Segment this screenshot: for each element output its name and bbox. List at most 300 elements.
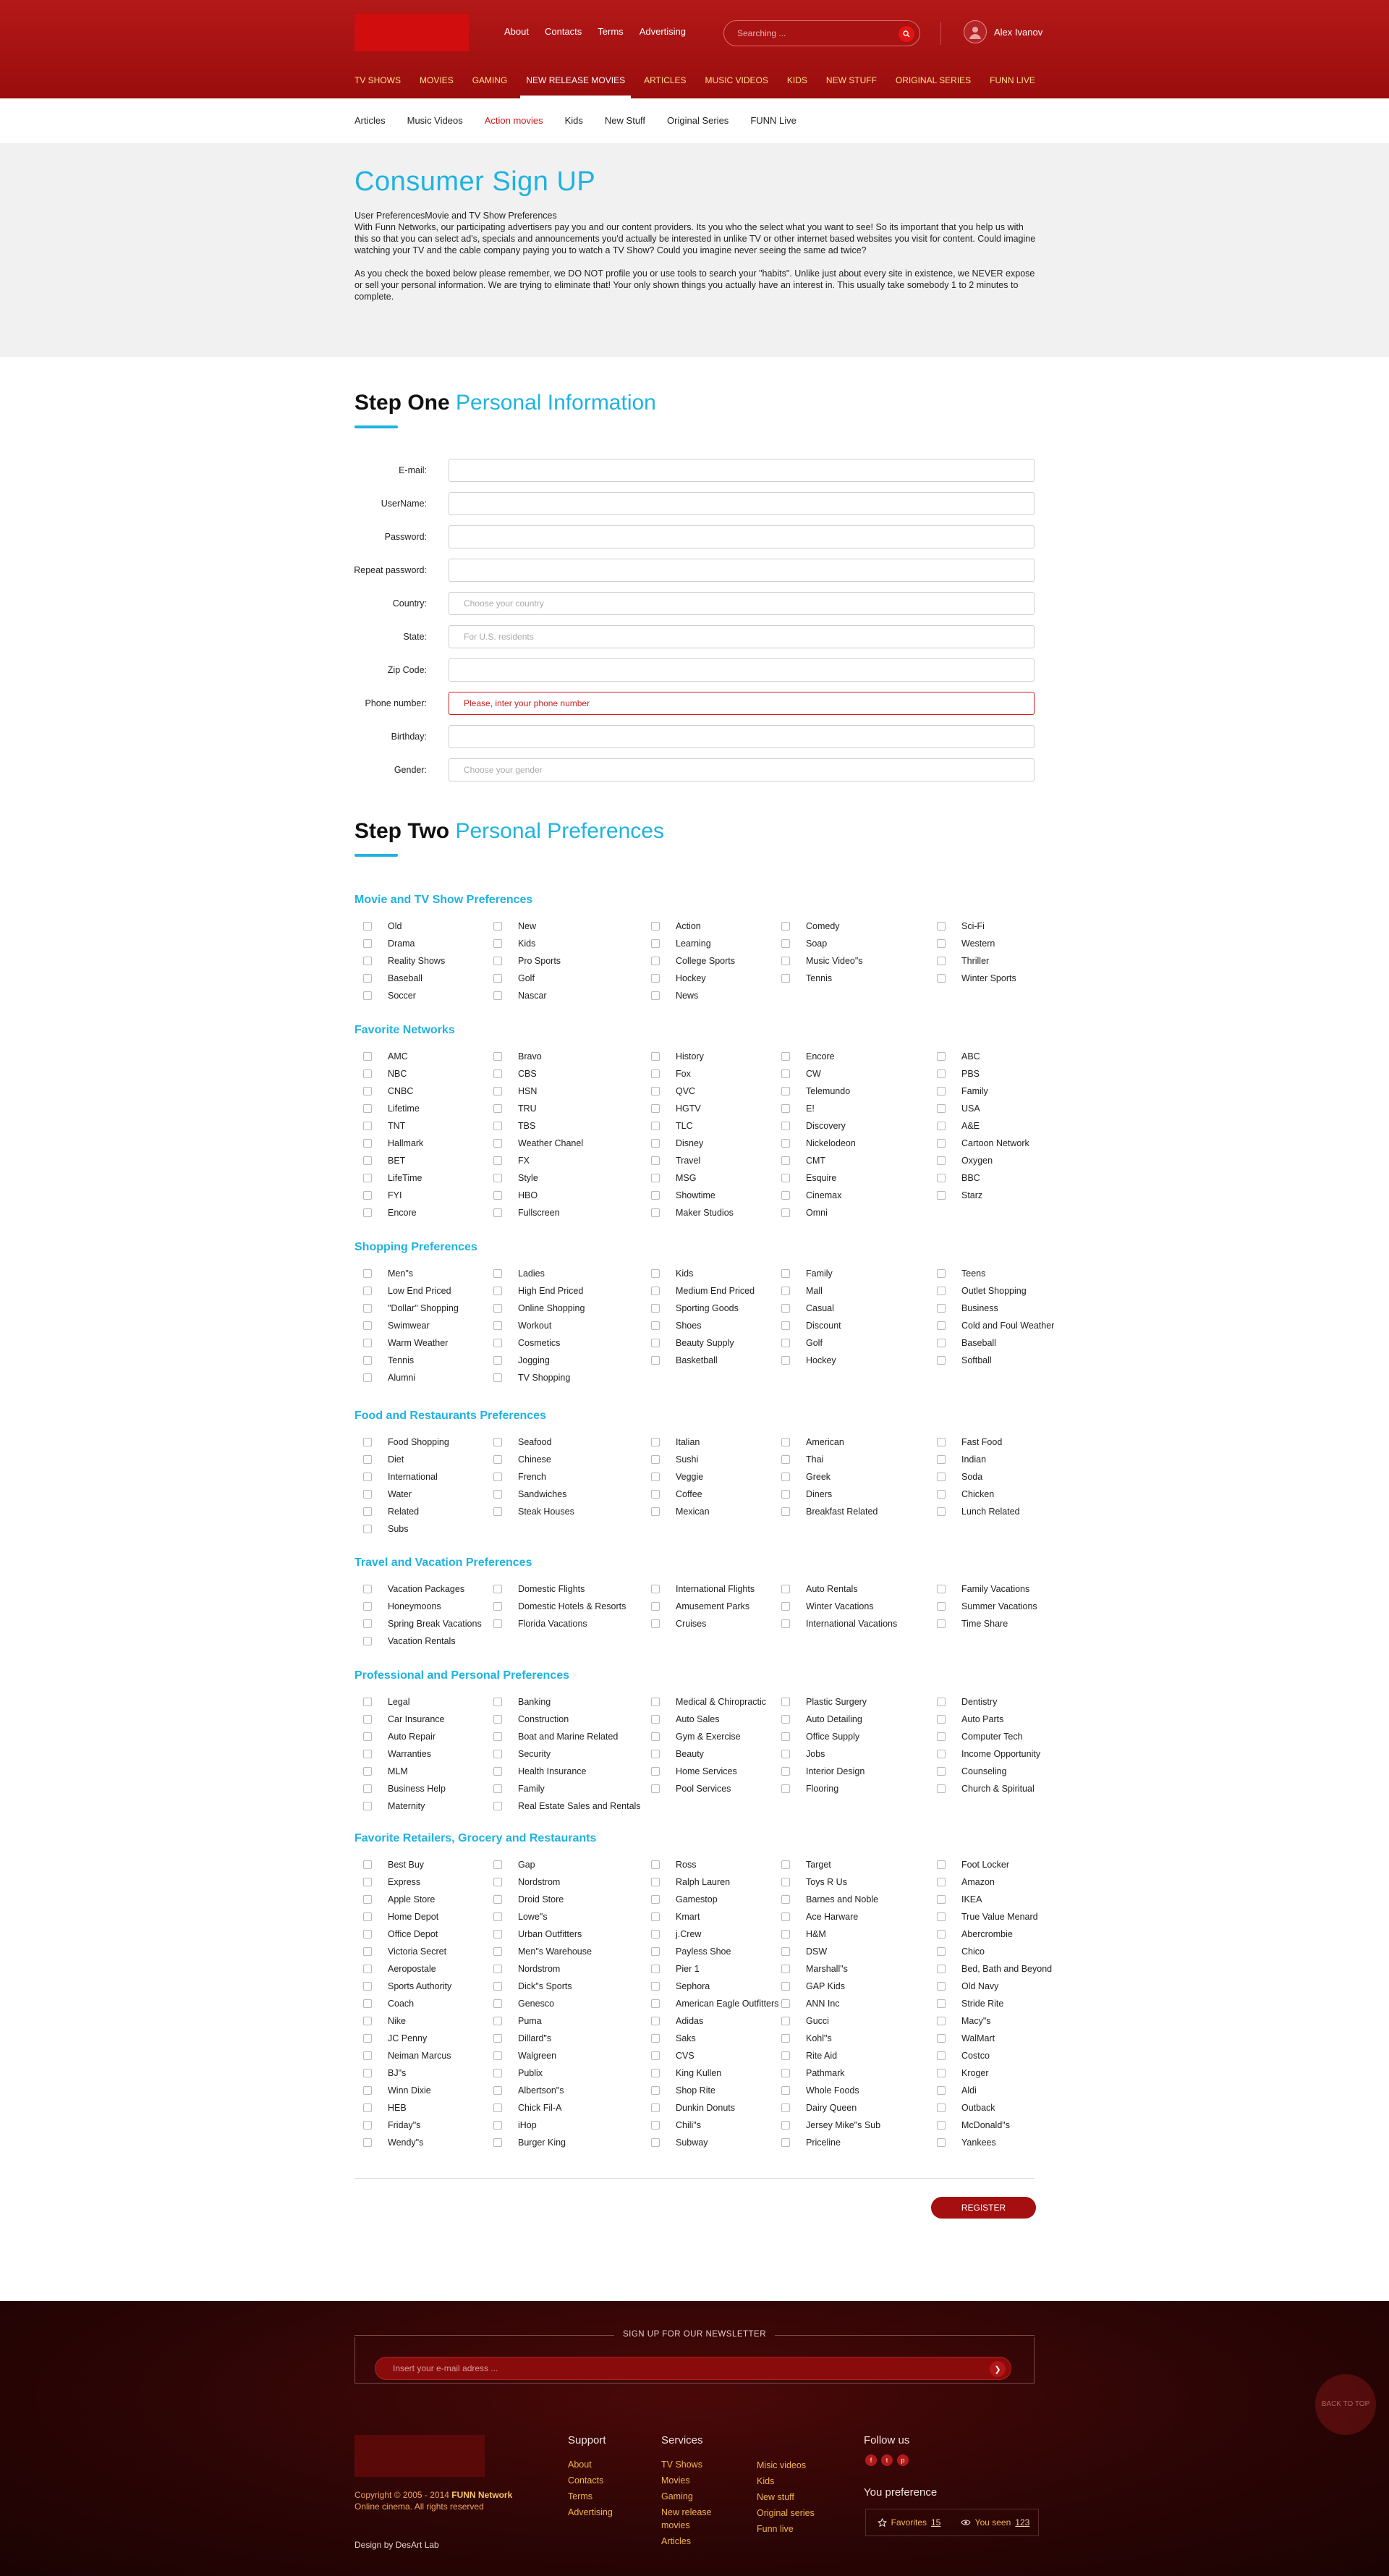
checkbox[interactable] — [651, 922, 660, 931]
checkbox-option[interactable] — [493, 1371, 651, 1384]
checkbox[interactable] — [363, 1732, 372, 1741]
checkbox-option[interactable] — [781, 2032, 937, 2044]
checkbox-option[interactable] — [937, 1189, 1053, 1201]
checkbox[interactable] — [493, 1784, 502, 1793]
checkbox-option[interactable] — [493, 937, 651, 949]
nav-gaming[interactable]: GAMING — [472, 75, 508, 85]
checkbox-option[interactable] — [493, 1067, 651, 1080]
nav-new-stuff[interactable]: NEW STUFF — [825, 75, 877, 85]
checkbox-option[interactable] — [937, 2067, 1053, 2079]
checkbox-option[interactable] — [937, 1470, 1053, 1483]
checkbox-option[interactable] — [363, 1945, 493, 1957]
checkbox[interactable] — [651, 974, 660, 983]
checkbox[interactable] — [493, 1965, 502, 1973]
footer-link-new-release[interactable]: New release movies — [661, 2507, 712, 2530]
checkbox-option[interactable] — [363, 1617, 493, 1630]
checkbox-option[interactable] — [493, 1893, 651, 1905]
checkbox[interactable] — [493, 1287, 502, 1295]
checkbox[interactable] — [937, 1139, 946, 1148]
checkbox[interactable] — [493, 1473, 502, 1481]
checkbox[interactable] — [651, 1878, 660, 1886]
checkbox-option[interactable] — [493, 1154, 651, 1166]
checkbox-option[interactable] — [493, 1354, 651, 1366]
checkbox[interactable] — [363, 1069, 372, 1078]
checkbox-option[interactable] — [937, 2049, 1053, 2062]
checkbox-option[interactable] — [781, 1928, 937, 1940]
checkbox-option[interactable] — [651, 2032, 781, 2044]
checkbox[interactable] — [651, 1438, 660, 1446]
checkbox[interactable] — [493, 2069, 502, 2077]
checkbox[interactable] — [493, 2138, 502, 2147]
repeat-password-field[interactable] — [449, 559, 1035, 582]
checkbox[interactable] — [363, 2086, 372, 2095]
checkbox-option[interactable] — [781, 1470, 937, 1483]
checkbox-option[interactable] — [493, 1980, 651, 1992]
footer-link-original-series[interactable]: Original series — [757, 2508, 815, 2518]
checkbox-option[interactable] — [651, 1085, 781, 1097]
phone-number-field[interactable] — [449, 692, 1035, 715]
checkbox-option[interactable] — [651, 1782, 781, 1795]
checkbox[interactable] — [363, 2069, 372, 2077]
checkbox-option[interactable] — [937, 1600, 1053, 1612]
checkbox-option[interactable] — [493, 1600, 651, 1612]
checkbox-option[interactable] — [493, 2084, 651, 2096]
checkbox-option[interactable] — [363, 2067, 493, 2079]
checkbox[interactable] — [363, 2017, 372, 2025]
checkbox-option[interactable] — [363, 1050, 493, 1062]
checkbox-option[interactable] — [651, 1747, 781, 1760]
checkbox[interactable] — [363, 1191, 372, 1200]
checkbox[interactable] — [937, 1339, 946, 1347]
checkbox-option[interactable] — [937, 1893, 1053, 1905]
checkbox[interactable] — [363, 1373, 372, 1382]
footer-link-advertising[interactable]: Advertising — [568, 2507, 613, 2517]
checkbox[interactable] — [363, 1356, 372, 1365]
checkbox-option[interactable] — [493, 920, 651, 932]
checkbox-option[interactable] — [493, 1800, 651, 1812]
checkbox[interactable] — [651, 1191, 660, 1200]
checkbox-option[interactable] — [781, 2119, 937, 2131]
subnav-new-stuff[interactable]: New Stuff — [604, 115, 646, 126]
checkbox[interactable] — [937, 1356, 946, 1365]
checkbox[interactable] — [363, 1784, 372, 1793]
checkbox-option[interactable] — [781, 1747, 937, 1760]
checkbox-option[interactable] — [937, 2119, 1053, 2131]
checkbox[interactable] — [363, 1287, 372, 1295]
checkbox[interactable] — [493, 1602, 502, 1611]
checkbox-option[interactable] — [781, 1267, 937, 1279]
checkbox[interactable] — [651, 1895, 660, 1904]
checkbox[interactable] — [493, 1087, 502, 1096]
checkbox[interactable] — [781, 1732, 790, 1741]
checkbox[interactable] — [493, 1930, 502, 1939]
checkbox[interactable] — [937, 1602, 946, 1611]
checkbox[interactable] — [493, 2121, 502, 2130]
checkbox[interactable] — [493, 1339, 502, 1347]
footer-link-terms[interactable]: Terms — [568, 2491, 593, 2501]
checkbox[interactable] — [363, 2103, 372, 2112]
checkbox-option[interactable] — [651, 1730, 781, 1742]
checkbox-option[interactable] — [937, 1354, 1053, 1366]
checkbox-option[interactable] — [781, 1172, 937, 1184]
checkbox-option[interactable] — [493, 1267, 651, 1279]
checkbox[interactable] — [651, 1585, 660, 1593]
checkbox[interactable] — [651, 2051, 660, 2060]
checkbox[interactable] — [781, 2103, 790, 2112]
subnav-music-videos[interactable]: Music Videos — [407, 115, 463, 126]
checkbox[interactable] — [781, 922, 790, 931]
checkbox[interactable] — [937, 1104, 946, 1113]
checkbox-option[interactable] — [937, 1945, 1053, 1957]
checkbox[interactable] — [493, 2086, 502, 2095]
checkbox[interactable] — [937, 1287, 946, 1295]
checkbox[interactable] — [493, 2034, 502, 2043]
checkbox[interactable] — [937, 2103, 946, 2112]
checkbox[interactable] — [937, 1304, 946, 1313]
checkbox[interactable] — [651, 2034, 660, 2043]
checkbox-option[interactable] — [493, 954, 651, 967]
checkbox-option[interactable] — [651, 920, 781, 932]
checkbox[interactable] — [937, 1455, 946, 1464]
checkbox-option[interactable] — [781, 1154, 937, 1166]
checkbox[interactable] — [937, 1895, 946, 1904]
checkbox-option[interactable] — [781, 1893, 937, 1905]
checkbox[interactable] — [937, 1930, 946, 1939]
checkbox-option[interactable] — [363, 1067, 493, 1080]
checkbox[interactable] — [363, 1104, 372, 1113]
checkbox-option[interactable] — [493, 2014, 651, 2027]
checkbox[interactable] — [651, 1087, 660, 1096]
checkbox-option[interactable] — [781, 1050, 937, 1062]
checkbox[interactable] — [781, 1982, 790, 1991]
checkbox-option[interactable] — [651, 937, 781, 949]
checkbox[interactable] — [781, 1930, 790, 1939]
checkbox-option[interactable] — [493, 1782, 651, 1795]
twitter-icon[interactable]: t — [881, 2454, 893, 2466]
checkbox[interactable] — [493, 1507, 502, 1516]
checkbox-option[interactable] — [937, 1782, 1053, 1795]
checkbox[interactable] — [781, 2017, 790, 2025]
checkbox[interactable] — [493, 1191, 502, 1200]
checkbox-option[interactable] — [651, 1137, 781, 1149]
checkbox-option[interactable] — [781, 1067, 937, 1080]
checkbox[interactable] — [937, 1982, 946, 1991]
checkbox[interactable] — [363, 1750, 372, 1758]
checkbox-option[interactable] — [651, 1600, 781, 1612]
checkbox-option[interactable] — [363, 1319, 493, 1331]
checkbox[interactable] — [363, 2121, 372, 2130]
checkbox[interactable] — [651, 2069, 660, 2077]
checkbox[interactable] — [781, 1784, 790, 1793]
checkbox-option[interactable] — [493, 1319, 651, 1331]
checkbox-option[interactable] — [651, 2084, 781, 2096]
checkbox[interactable] — [493, 957, 502, 965]
seen-stat[interactable] — [952, 2517, 1038, 2528]
checkbox[interactable] — [651, 1321, 660, 1330]
checkbox-option[interactable] — [493, 1505, 651, 1517]
checkbox-option[interactable] — [651, 2101, 781, 2114]
checkbox-option[interactable] — [781, 1085, 937, 1097]
checkbox-option[interactable] — [493, 1876, 651, 1888]
checkbox-option[interactable] — [363, 1137, 493, 1149]
checkbox[interactable] — [363, 1507, 372, 1516]
checkbox-option[interactable] — [781, 1945, 937, 1957]
checkbox[interactable] — [937, 2086, 946, 2095]
checkbox[interactable] — [651, 1473, 660, 1481]
checkbox[interactable] — [651, 1339, 660, 1347]
checkbox[interactable] — [493, 1895, 502, 1904]
subnav-original-series[interactable]: Original Series — [667, 115, 729, 126]
top-link-contacts[interactable]: Contacts — [544, 26, 582, 37]
checkbox[interactable] — [651, 1069, 660, 1078]
checkbox-option[interactable] — [781, 1695, 937, 1708]
footer-link-new-stuff[interactable]: New stuff — [757, 2492, 794, 2502]
checkbox[interactable] — [363, 1208, 372, 1217]
checkbox[interactable] — [493, 1750, 502, 1758]
checkbox-option[interactable] — [493, 1436, 651, 1448]
search-input[interactable] — [737, 27, 889, 40]
user-menu[interactable] — [964, 20, 1042, 43]
checkbox[interactable] — [651, 1156, 660, 1165]
checkbox-option[interactable] — [363, 1893, 493, 1905]
top-link-advertising[interactable]: Advertising — [639, 26, 686, 37]
checkbox-option[interactable] — [363, 1910, 493, 1923]
checkbox[interactable] — [493, 922, 502, 931]
checkbox-option[interactable] — [937, 1747, 1053, 1760]
checkbox-option[interactable] — [937, 920, 1053, 932]
checkbox-option[interactable] — [493, 1747, 651, 1760]
country-field[interactable] — [449, 592, 1035, 615]
checkbox-option[interactable] — [363, 1858, 493, 1870]
checkbox[interactable] — [937, 1490, 946, 1499]
checkbox[interactable] — [493, 1455, 502, 1464]
checkbox-option[interactable] — [781, 1453, 937, 1465]
checkbox-option[interactable] — [651, 1206, 781, 1219]
checkbox-option[interactable] — [651, 1876, 781, 1888]
checkbox[interactable] — [937, 1965, 946, 1973]
checkbox[interactable] — [781, 2051, 790, 2060]
checkbox-option[interactable] — [781, 1119, 937, 1132]
nav-funn-live[interactable]: FUNN LIVE — [990, 75, 1035, 85]
checkbox[interactable] — [937, 1732, 946, 1741]
checkbox[interactable] — [651, 1698, 660, 1706]
checkbox-option[interactable] — [363, 954, 493, 967]
checkbox-option[interactable] — [493, 1730, 651, 1742]
checkbox[interactable] — [781, 1473, 790, 1481]
checkbox[interactable] — [937, 1947, 946, 1956]
checkbox-option[interactable] — [493, 2136, 651, 2148]
checkbox[interactable] — [493, 1715, 502, 1724]
checkbox[interactable] — [937, 1767, 946, 1776]
checkbox[interactable] — [363, 1895, 372, 1904]
checkbox-option[interactable] — [937, 2032, 1053, 2044]
checkbox[interactable] — [651, 1122, 660, 1130]
footer-link-articles[interactable]: Articles — [661, 2536, 691, 2546]
checkbox-option[interactable] — [937, 1336, 1053, 1349]
checkbox[interactable] — [651, 1767, 660, 1776]
checkbox[interactable] — [781, 1965, 790, 1973]
checkbox[interactable] — [363, 1619, 372, 1628]
checkbox-option[interactable] — [651, 1067, 781, 1080]
checkbox[interactable] — [781, 1139, 790, 1148]
birthday-field[interactable] — [449, 725, 1035, 748]
checkbox[interactable] — [363, 957, 372, 965]
checkbox[interactable] — [781, 1191, 790, 1200]
checkbox[interactable] — [937, 1698, 946, 1706]
checkbox-option[interactable] — [363, 1635, 493, 1647]
checkbox[interactable] — [781, 1321, 790, 1330]
checkbox-option[interactable] — [363, 1102, 493, 1114]
checkbox[interactable] — [493, 1767, 502, 1776]
footer-link-funn-live[interactable]: Funn live — [757, 2524, 794, 2534]
checkbox[interactable] — [651, 1965, 660, 1973]
checkbox-option[interactable] — [781, 1782, 937, 1795]
checkbox-option[interactable] — [651, 1893, 781, 1905]
checkbox-option[interactable] — [651, 954, 781, 967]
checkbox-option[interactable] — [363, 1876, 493, 1888]
checkbox[interactable] — [781, 1999, 790, 2008]
checkbox[interactable] — [651, 1619, 660, 1628]
checkbox[interactable] — [651, 939, 660, 948]
checkbox[interactable] — [781, 1912, 790, 1921]
subnav-funn-live[interactable]: FUNN Live — [750, 115, 797, 126]
checkbox-option[interactable] — [781, 2067, 937, 2079]
checkbox[interactable] — [493, 1438, 502, 1446]
checkbox[interactable] — [937, 1784, 946, 1793]
checkbox[interactable] — [937, 2034, 946, 2043]
nav-articles[interactable]: ARTICLES — [644, 75, 687, 85]
checkbox-option[interactable] — [651, 1765, 781, 1777]
checkbox-option[interactable] — [493, 1858, 651, 1870]
checkbox-option[interactable] — [781, 1436, 937, 1448]
checkbox[interactable] — [937, 1473, 946, 1481]
checkbox-option[interactable] — [651, 1319, 781, 1331]
checkbox-option[interactable] — [781, 1876, 937, 1888]
checkbox[interactable] — [937, 2017, 946, 2025]
checkbox-option[interactable] — [937, 2014, 1053, 2027]
checkbox-option[interactable] — [651, 1488, 781, 1500]
checkbox[interactable] — [651, 1174, 660, 1182]
checkbox[interactable] — [781, 1304, 790, 1313]
checkbox[interactable] — [781, 1069, 790, 1078]
checkbox-option[interactable] — [363, 1354, 493, 1366]
checkbox[interactable] — [651, 1507, 660, 1516]
checkbox-option[interactable] — [493, 1470, 651, 1483]
checkbox-option[interactable] — [937, 1765, 1053, 1777]
register-button[interactable]: REGISTER — [931, 2197, 1036, 2219]
checkbox-option[interactable] — [781, 972, 937, 984]
checkbox-option[interactable] — [937, 2101, 1053, 2114]
checkbox[interactable] — [651, 2121, 660, 2130]
checkbox[interactable] — [781, 1602, 790, 1611]
checkbox-option[interactable] — [363, 1522, 493, 1535]
checkbox-option[interactable] — [781, 1189, 937, 1201]
checkbox[interactable] — [493, 1802, 502, 1810]
checkbox[interactable] — [363, 1156, 372, 1165]
checkbox-option[interactable] — [363, 1695, 493, 1708]
checkbox[interactable] — [493, 1139, 502, 1148]
checkbox-option[interactable] — [651, 2119, 781, 2131]
nav-movies[interactable]: MOVIES — [420, 75, 454, 85]
checkbox[interactable] — [781, 1619, 790, 1628]
checkbox-option[interactable] — [651, 989, 781, 1001]
checkbox[interactable] — [363, 1585, 372, 1593]
checkbox[interactable] — [937, 1321, 946, 1330]
checkbox[interactable] — [937, 922, 946, 931]
checkbox[interactable] — [363, 939, 372, 948]
password-field[interactable] — [449, 525, 1035, 548]
checkbox-option[interactable] — [493, 1302, 651, 1314]
checkbox-option[interactable] — [651, 1617, 781, 1630]
checkbox[interactable] — [493, 1122, 502, 1130]
checkbox-option[interactable] — [493, 972, 651, 984]
checkbox-option[interactable] — [363, 1371, 493, 1384]
checkbox[interactable] — [493, 1373, 502, 1382]
subnav-kids[interactable]: Kids — [564, 115, 583, 126]
checkbox-option[interactable] — [363, 2101, 493, 2114]
gender-field[interactable] — [449, 758, 1035, 781]
checkbox[interactable] — [493, 974, 502, 983]
checkbox[interactable] — [363, 1698, 372, 1706]
checkbox[interactable] — [493, 1208, 502, 1217]
checkbox[interactable] — [363, 922, 372, 931]
checkbox[interactable] — [363, 1490, 372, 1499]
checkbox[interactable] — [363, 1087, 372, 1096]
checkbox-option[interactable] — [937, 1488, 1053, 1500]
checkbox[interactable] — [363, 1269, 372, 1278]
checkbox-option[interactable] — [781, 2084, 937, 2096]
checkbox-option[interactable] — [651, 1302, 781, 1314]
checkbox-option[interactable] — [651, 1695, 781, 1708]
checkbox[interactable] — [651, 1287, 660, 1295]
checkbox[interactable] — [651, 1455, 660, 1464]
checkbox[interactable] — [493, 2017, 502, 2025]
footer-link-movies[interactable]: Movies — [661, 2475, 690, 2486]
checkbox[interactable] — [781, 1052, 790, 1061]
footer-link-tv-shows[interactable]: TV Shows — [661, 2460, 702, 2470]
checkbox-option[interactable] — [651, 1267, 781, 1279]
checkbox-option[interactable] — [363, 1336, 493, 1349]
checkbox-option[interactable] — [781, 1980, 937, 1992]
checkbox-option[interactable] — [363, 1962, 493, 1975]
footer-link-contacts[interactable]: Contacts — [568, 2475, 604, 2486]
checkbox[interactable] — [781, 1455, 790, 1464]
checkbox-option[interactable] — [363, 1505, 493, 1517]
checkbox-option[interactable] — [363, 1747, 493, 1760]
checkbox[interactable] — [781, 1895, 790, 1904]
checkbox[interactable] — [781, 939, 790, 948]
checkbox-option[interactable] — [651, 1154, 781, 1166]
checkbox[interactable] — [363, 2051, 372, 2060]
newsletter-submit-button[interactable] — [990, 2361, 1006, 2377]
checkbox[interactable] — [363, 991, 372, 1000]
checkbox-option[interactable] — [363, 1154, 493, 1166]
checkbox[interactable] — [937, 2051, 946, 2060]
checkbox-option[interactable] — [493, 1102, 651, 1114]
checkbox-option[interactable] — [781, 1617, 937, 1630]
checkbox[interactable] — [937, 1912, 946, 1921]
checkbox[interactable] — [493, 1698, 502, 1706]
checkbox[interactable] — [781, 1715, 790, 1724]
checkbox-option[interactable] — [937, 954, 1053, 967]
checkbox-option[interactable] — [781, 1600, 937, 1612]
footer-logo[interactable] — [354, 2435, 485, 2477]
checkbox[interactable] — [493, 1878, 502, 1886]
checkbox[interactable] — [781, 1087, 790, 1096]
checkbox[interactable] — [781, 1767, 790, 1776]
checkbox[interactable] — [651, 1715, 660, 1724]
checkbox-option[interactable] — [493, 1713, 651, 1725]
